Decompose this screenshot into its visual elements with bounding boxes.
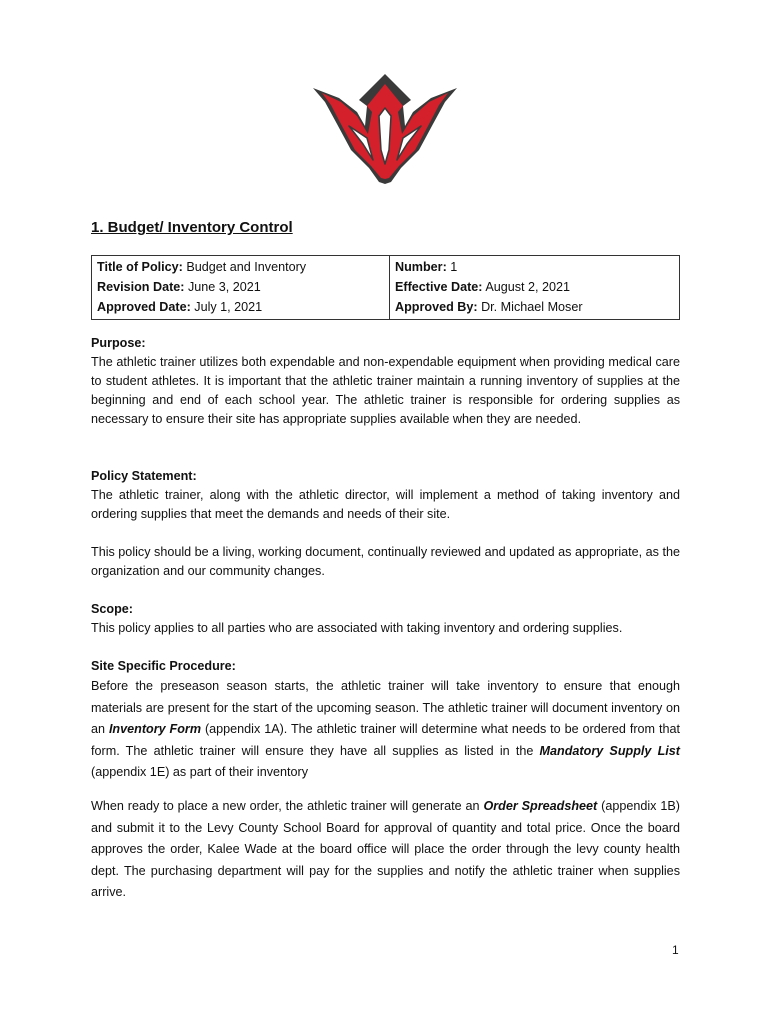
page-number: 1	[672, 943, 679, 957]
site-procedure-section	[91, 657, 680, 784]
site-procedure-p1-c: (appendix 1E) as part of their inventory	[91, 765, 309, 779]
site-procedure-section-2	[91, 796, 680, 904]
purpose-title: Purpose:	[91, 336, 146, 350]
policy-title-row	[97, 257, 384, 277]
policy-number-label: Number:	[395, 260, 447, 274]
purpose-section	[91, 334, 680, 429]
scope-title: Scope:	[91, 602, 133, 616]
site-procedure-paragraph-2	[91, 796, 680, 904]
effective-date-row	[395, 277, 674, 297]
order-spreadsheet-ref: Order Spreadsheet	[483, 799, 598, 813]
policy-statement-section	[91, 467, 680, 524]
policy-info-left-cell	[92, 256, 390, 320]
policy-info-table	[91, 255, 680, 320]
scope-text: This policy applies to all parties who are associated with taking inventory and ordering supplies.	[91, 621, 623, 635]
policy-title-value: Budget and Inventory	[186, 260, 307, 274]
site-procedure-p1-b: (appendix 1A). The athletic trainer will determine what needs to be ordered from that form. The athletic trainer will ensure they have all supplies as listed in the	[91, 722, 680, 758]
effective-date-label: Effective Date:	[395, 280, 483, 294]
policy-statement-section-2	[91, 543, 680, 581]
scope-section	[91, 600, 680, 638]
policy-number-value: 1	[450, 260, 458, 274]
revision-date-row	[97, 277, 384, 297]
site-procedure-p2-a: When ready to place a new order, the athletic trainer will generate an	[91, 799, 484, 813]
approved-date-row	[97, 297, 384, 317]
policy-number-row	[395, 257, 674, 277]
approved-date-value: July 1, 2021	[194, 300, 263, 314]
inventory-form-ref: Inventory Form	[108, 722, 202, 736]
policy-statement-text-2: This policy should be a living, working document, continually reviewed and updated as appropriate, as the organization and our community changes.	[91, 545, 680, 578]
policy-title-label: Title of Policy:	[97, 260, 183, 274]
site-procedure-title: Site Specific Procedure:	[91, 659, 236, 673]
trident-logo	[305, 72, 465, 184]
revision-date-label: Revision Date:	[97, 280, 185, 294]
approved-date-label: Approved Date:	[97, 300, 191, 314]
site-procedure-p2-b: (appendix 1B) and submit it to the Levy County School Board for approval of quantity and total price. Once the board approves the order, Kalee Wade at the board office will place the order through the levy county health dept. The purchasing department will pay for the supplies and notify the athletic trainer when supplies arrive.	[91, 799, 680, 899]
purpose-text: The athletic trainer utilizes both expendable and non-expendable equipment when providing medical care to student athletes. It is important that the athletic trainer maintain a running inventory of supplies at the beginning and end of each school year. The athletic trainer is responsible for ordering supplies as necessary to ensure their site has appropriate supplies available when they are needed.	[91, 355, 680, 426]
policy-info-right-cell	[390, 256, 680, 320]
approved-by-label: Approved By:	[395, 300, 478, 314]
mandatory-supply-list-ref: Mandatory Supply List	[539, 743, 681, 758]
approved-by-value: Dr. Michael Moser	[481, 300, 583, 314]
section-heading: 1. Budget/ Inventory Control	[91, 219, 293, 236]
site-procedure-p1-a: Before the preseason season starts, the athletic trainer will take inventory to ensure that enough materials are present for the start of the upcoming season. The athletic trainer will document inventory on an	[91, 679, 680, 736]
approved-by-row	[395, 297, 674, 317]
revision-date-value: June 3, 2021	[187, 280, 261, 294]
effective-date-value: August 2, 2021	[485, 280, 571, 294]
policy-statement-text: The athletic trainer, along with the athletic director, will implement a method of taking inventory and ordering supplies that meet the demands and needs of their site.	[91, 488, 680, 521]
site-procedure-paragraph-1	[91, 676, 680, 784]
policy-statement-title: Policy Statement:	[91, 469, 197, 483]
